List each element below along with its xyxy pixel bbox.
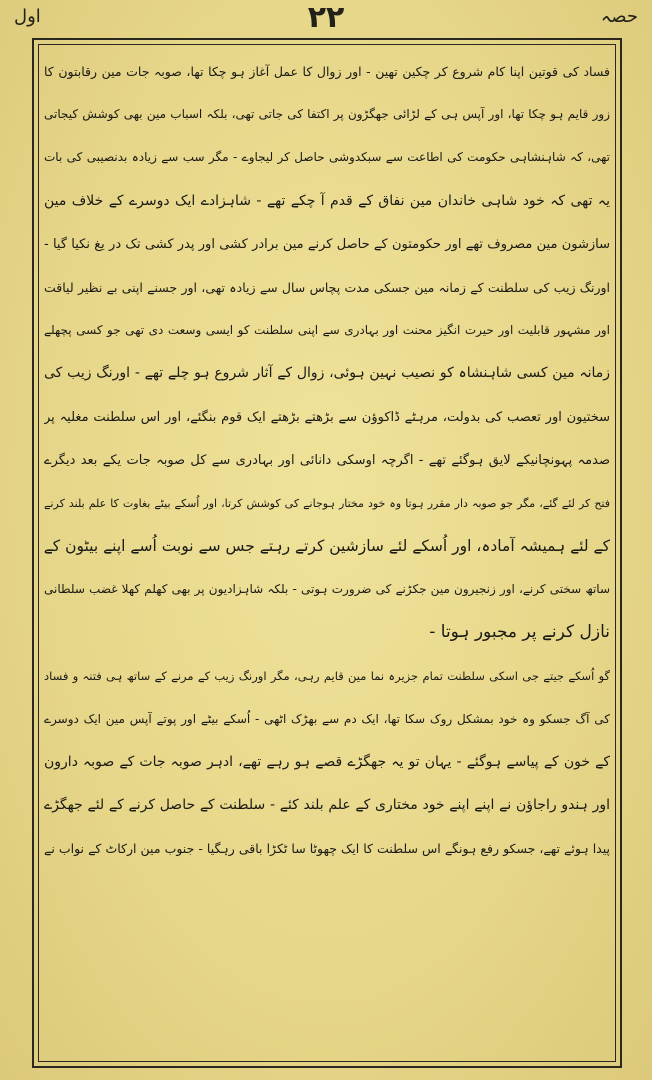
text-line: سختیون اور تعصب کی بدولت، مرہٹے ڈاکوؤن سے بڑھتے بڑھتے ایک قوم بنگئے، اور اس سلطنت مغلیہ پر bbox=[44, 409, 610, 425]
text-line: صدمہ پہونچانیکے لایق ہوگئے تھے - اگرچہ اوسکی دانائی اور بہادری سے کل صوبہ جات یکے بعد دیگرے bbox=[44, 452, 610, 468]
text-line: زور قایم ہو چکا تھا، اور آپس ہی کے لڑائی جھگڑون پر اکتفا کی جاتی تھی، بلکہ اسباب مین بھی کوشش کیجاتی bbox=[44, 107, 610, 122]
text-line: تھی، کہ شاہنشاہی حکومت کی اطاعت سے سبکدوشی حاصل کر لیجاوے - مگر سب سے زیادہ بدنصیبی کی بات bbox=[44, 150, 610, 165]
text-line: کے خون کے پیاسے ہوگئے - یہان تو یہ جھگڑے قصے ہو رہے تھے، ادہر صوبہ جات کے صوبہ دارون bbox=[44, 754, 610, 770]
text-line: پیدا ہوئے تھے، جسکو رفع ہونگے اس سلطنت کا ایک چھوٹا سا ٹکڑا باقی رہگیا - جنوب مین ارکاٹ کے نواب نے bbox=[44, 841, 610, 857]
text-line: اور مشہور قابلیت اور حیرت انگیز محنت اور بہادری سے اپنی سلطنت کو ایسی وسعت دی تھی جو کسی پچھلے bbox=[44, 323, 610, 338]
text-line: نازل کرنے پر مجبور ہوتا - bbox=[429, 622, 610, 643]
body-text bbox=[44, 50, 610, 1065]
text-line: سازشون مین مصروف تھے اور حکومتون کے حاصل کرنے مین برادر کشی اور پدر کشی تک در یغ نکیا گیا - bbox=[44, 236, 610, 252]
section-label: حصہ bbox=[600, 6, 638, 27]
text-line: ساتھ سختی کرنے، اور زنجیرون مین جکڑنے کی ضرورت ہوتی - بلکہ شاہزادیون پر بھی کھلم کھلا غضب سلطانی bbox=[44, 582, 610, 597]
text-line: یہ تھی کہ خود شاہی خاندان مین نفاق کے قدم آ چکے تھے - شاہزادے ایک دوسرے کے خلاف مین bbox=[44, 192, 610, 209]
text-line: فساد کی قوتین اپنا کام شروع کر چکین تھین - اور زوال کا عمل آغاز ہو چکا تھا، صوبہ جات مین رقابتون کا bbox=[44, 64, 610, 79]
text-line: اورنگ زیب کی سلطنت کے زمانہ مین جسکی مدت پچاس سال سے زیادہ تھی، اور جسنے اپنی بے نظیر لیاقت bbox=[44, 279, 610, 295]
text-line: اور ہندو راجاؤن نے اپنے اپنے خود مختاری کے علم بلند کئے - سلطنت کے حاصل کرنے کے لئے جھگڑے bbox=[44, 797, 610, 814]
page-number: ۲۲ bbox=[307, 0, 345, 35]
text-line: کے لئے ہمیشہ آمادہ، اور اُسکے لئے سازشین کرتے رہتے جس سے نوبت اُسے اپنے بیٹون کے bbox=[44, 537, 610, 556]
text-line: زمانہ مین کسی شاہنشاہ کو نصیب نہین ہوئی، زوال کے آثار شروع ہو چلے تھے - اورنگ زیب کی bbox=[44, 365, 610, 382]
text-line: کی آگ جسکو وہ خود بمشکل روک سکا تھا، ایک دم سے بھڑک اٹھی - اُسکے بیٹے اور پوتے آپس مین ایک دوسرے bbox=[44, 711, 610, 726]
text-line: گو اُسکے جیتے جی اسکی سلطنت تمام جزیرہ نما مین قایم رہی، مگر اورنگ زیب کے مرنے کے ساتھ ہی فتنہ و فساد bbox=[44, 668, 610, 683]
text-line: فتح کر لئے گئے، مگر جو صوبہ دار مقرر ہوتا وہ خود مختار ہوجانے کی کوشش کرتا، اور اُسکے بیٹے بغاوت کا علم بلند کرنے bbox=[44, 496, 610, 510]
volume-label: اول bbox=[14, 6, 41, 27]
